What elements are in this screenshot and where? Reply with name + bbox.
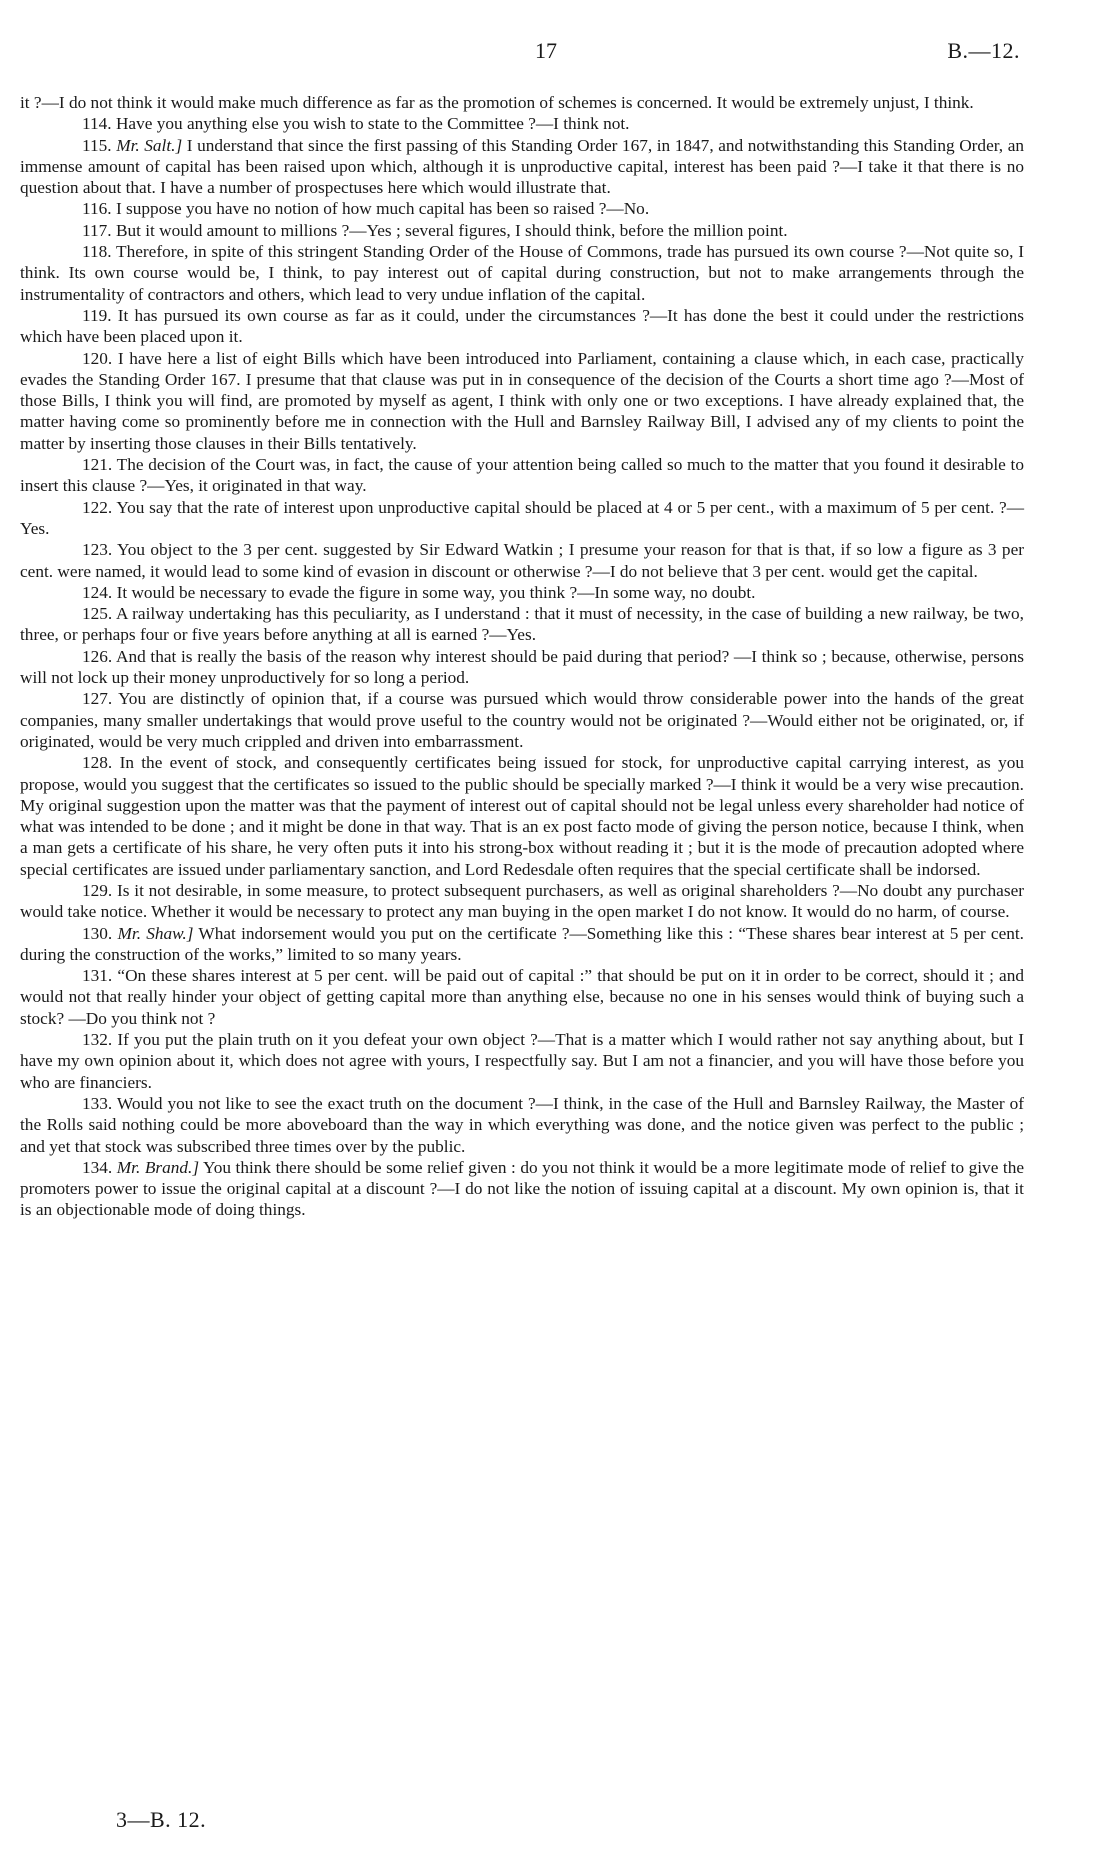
speaker-label: Mr. Salt.]	[116, 135, 183, 155]
question-paragraph	[20, 752, 1024, 880]
question-number: 115.	[82, 135, 112, 155]
question-number: 134.	[82, 1157, 113, 1177]
question-paragraph	[20, 135, 1024, 199]
question-paragraph	[20, 923, 1024, 966]
page-number: 17	[535, 38, 557, 63]
question-paragraph	[20, 603, 1024, 646]
paragraph-text: It has pursued its own course as far as it could, under the circumstances ?—It has done the best it could under the restrictions which have been placed upon it.	[20, 305, 1024, 347]
speaker-label: Mr. Brand.]	[116, 1157, 200, 1177]
evidence-text	[20, 92, 1024, 1221]
paragraph-text: If you put the plain truth on it you defeat your own object ?—That is a matter which I would rather not say anything about, but I have my own opinion about it, which does not agree with yours, I respectfully say. But I am not a financier, and you will have those before you who are financiers.	[20, 1030, 1024, 1092]
speaker-label: Mr. Shaw.]	[117, 923, 194, 943]
question-number: 130.	[82, 923, 113, 943]
question-number: 131.	[82, 966, 113, 986]
question-number: 133.	[82, 1093, 113, 1113]
question-paragraph	[20, 113, 1024, 134]
question-number: 122.	[82, 497, 113, 517]
question-paragraph	[20, 688, 1024, 752]
question-paragraph	[20, 241, 1024, 305]
question-paragraph	[20, 1157, 1024, 1221]
question-paragraph	[20, 454, 1024, 497]
paragraph-text: I suppose you have no notion of how much capital has been so raised ?—No.	[115, 199, 650, 219]
question-paragraph	[20, 497, 1024, 540]
paragraph-text: In the event of stock, and consequently certificates being issued for stock, for unproductive capital carrying interest, as you propose, would you suggest that the certificates so issued to the public should be specially marked ?—I think it would be a very wise precaution. My original suggestion upon the matter was that the payment of interest out of capital should not be legal unless every shareholder had notice of what was intended to be done ; and it might be done in that way. That is an ex post facto mode of giving the person notice, because I think, when a man gets a certificate of his share, he very often puts it into his strong-box without reading it ; but it is the mode of precaution adopted where special certificates are issued under parliamentary sanction, and Lord Redesdale often requires that the special certificate shall be indorsed.	[20, 753, 1025, 879]
question-number: 132.	[82, 1030, 113, 1050]
paragraph-text: You are distinctly of opinion that, if a course was pursued which would throw considerable power into the hands of the great companies, many smaller undertakings that would prove useful to the country would not be originated ?—Would either not be originated, or, if originated, would be very much crippled and driven into embarrassment.	[20, 689, 1024, 751]
paragraph-text: I have here a list of eight Bills which have been introduced into Parliament, containing a clause which, in each case, practically evades the Standing Order 167. I presume that that clause was put in in consequence of the decision of the Courts a short time ago ?—Most of those Bills, I think you will find, are promoted by myself as agent, I think with only one or two exceptions. I have already explained that, the matter having come so prominently before me in connection with the Hull and Barnsley Railway Bill, I advised any of my clients to point the matter by inserting those clauses in their Bills tentatively.	[20, 348, 1024, 453]
paragraph-text: Therefore, in spite of this stringent Standing Order of the House of Commons, trade has pursued its own course ?—Not quite so, I think. Its own course would be, I think, to pay interest out of capital during construction, but not to make arrangements through the instrumentality of contractors and others, which lead to very undue inflation of the capital.	[20, 242, 1024, 304]
question-number: 117.	[82, 220, 112, 240]
question-number: 120.	[82, 348, 113, 368]
paragraph-text: Is it not desirable, in some measure, to protect subsequent purchasers, as well as original shareholders ?—No doubt any purchaser would take notice. Whether it would be necessary to protect any man buying in the open market I do not know. It would do no harm, of course.	[20, 880, 1024, 922]
document-code: B.—12.	[947, 38, 1020, 63]
question-number: 116.	[82, 199, 112, 219]
question-paragraph	[20, 539, 1024, 582]
paragraph-text: “On these shares interest at 5 per cent. will be paid out of capital :” that should be put on it in order to be correct, should it ; and would not that really hinder your object of getting capital more than anything else, because no one in his senses would think of buying such a stock? —Do you think not ?	[20, 966, 1024, 1028]
page-header	[20, 38, 1020, 68]
question-paragraph	[20, 880, 1024, 923]
question-number: 123.	[82, 540, 113, 560]
paragraph-text: It would be necessary to evade the figure in some way, you think ?—In some way, no doubt.	[116, 582, 756, 602]
paragraph-text: Have you anything else you wish to state to the Committee ?—I think not.	[115, 114, 630, 134]
paragraph-text: What indorsement would you put on the certificate ?—Something like this : “These shares bear interest at 5 per cent. during the construction of the works,” limited to so many years.	[20, 923, 1024, 964]
paragraph-text: The decision of the Court was, in fact, the cause of your attention being called so much to the matter that you found it desirable to insert this clause ?—Yes, it originated in that way.	[20, 455, 1024, 496]
question-paragraph	[20, 582, 1024, 603]
question-number: 114.	[82, 114, 112, 134]
question-number: 124.	[82, 582, 113, 602]
paragraph-text: But it would amount to millions ?—Yes ; several figures, I should think, before the million point.	[115, 220, 788, 240]
paragraph-text: A railway undertaking has this peculiarity, as I understand : that it must of necessity, in the case of building a new railway, be two, three, or perhaps four or five years before anything at all is earned ?—Yes.	[20, 604, 1024, 645]
question-paragraph	[20, 1093, 1024, 1157]
question-number: 118.	[82, 242, 112, 262]
paragraph-text: it ?—I do not think it would make much difference as far as the promotion of schemes is concerned. It would be extremely unjust, I think.	[20, 93, 974, 112]
question-paragraph	[20, 1029, 1024, 1093]
question-number: 129.	[82, 880, 113, 900]
paragraph-text: You think there should be some relief given : do you not think it would be a more legitimate mode of relief to give the promoters power to issue the original capital at a discount ?—I do not like the notion of issuing capital at a discount. My own opinion is, that it is an objectionable mode of doing things.	[20, 1157, 1024, 1220]
question-paragraph	[20, 965, 1024, 1029]
question-number: 128.	[82, 753, 113, 773]
question-number: 119.	[82, 305, 112, 325]
question-number: 121.	[82, 455, 113, 475]
page-signature: 3—B. 12.	[116, 1807, 207, 1832]
continuation-paragraph	[20, 92, 1024, 113]
paragraph-text: Would you not like to see the exact truth on the document ?—I think, in the case of the Hull and Barnsley Railway, the Master of the Rolls said nothing could be more aboveboard than the way in which everything was done, and the notice given was perfect to the public ; and yet that stock was subscribed three times over by the public.	[20, 1093, 1025, 1156]
question-paragraph	[20, 348, 1024, 454]
question-paragraph	[20, 305, 1024, 348]
question-paragraph	[20, 220, 1024, 241]
paragraph-text: I understand that since the first passing of this Standing Order 167, in 1847, and notwithstanding this Standing Order, an immense amount of capital has been raised upon which, although it is unproductive capital, interest has been paid ?—I take it that there is no question about that. I have a number of prospectuses here which would illustrate that.	[20, 135, 1025, 198]
question-paragraph	[20, 646, 1024, 689]
question-paragraph	[20, 198, 1024, 219]
paragraph-text: You object to the 3 per cent. suggested by Sir Edward Watkin ; I presume your reason for that is that, if so low a figure as 3 per cent. were named, it would lead to some kind of evasion in discount or otherwise ?—I do not believe that 3 per cent. would get the capital.	[20, 540, 1024, 581]
paragraph-text: And that is really the basis of the reason why interest should be paid during that period? —I think so ; because, otherwise, persons will not lock up their money unproductively for so long a period.	[20, 646, 1025, 688]
question-number: 125.	[82, 604, 113, 624]
paragraph-text: You say that the rate of interest upon unproductive capital should be placed at 4 or 5 per cent., with a maximum of 5 per cent. ?—Yes.	[20, 497, 1024, 538]
question-number: 127.	[82, 689, 113, 709]
question-number: 126.	[82, 646, 113, 666]
